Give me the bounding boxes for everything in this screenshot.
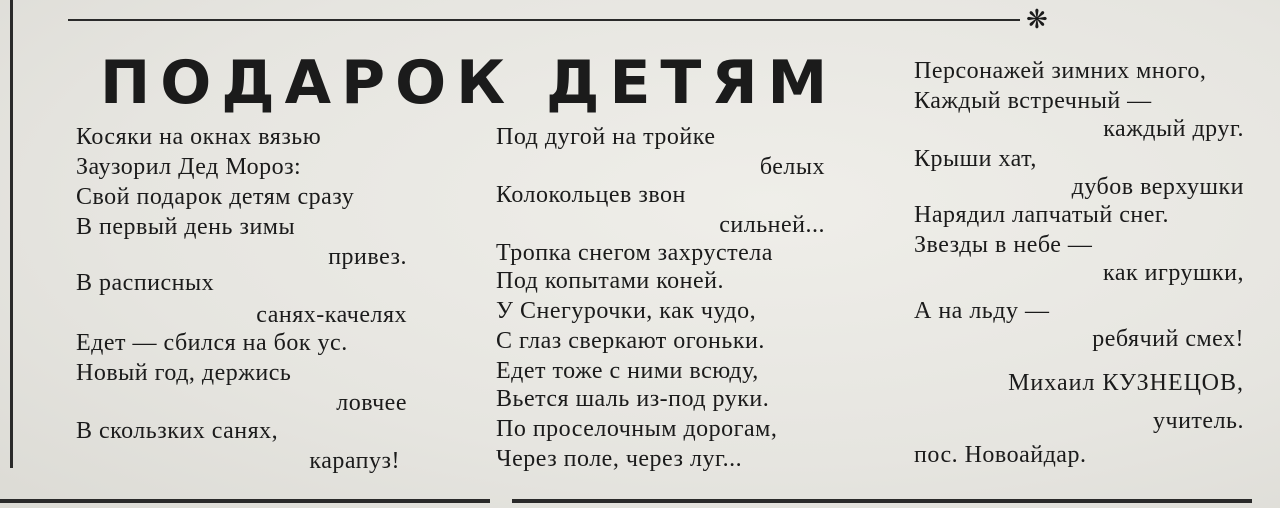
poem-line: белых xyxy=(759,154,825,180)
asterisk-flower-icon: ❋ xyxy=(1026,5,1048,34)
poem-line: В скользких санях, xyxy=(76,418,279,444)
poem-line: Вьется шаль из-под руки. xyxy=(496,386,770,412)
poem-line: А на льду — xyxy=(914,298,1050,324)
poem-line: Каждый встречный — xyxy=(914,88,1152,114)
poem-line: дубов верхушки xyxy=(1071,174,1244,200)
poem-line: Колокольцев звон xyxy=(496,182,686,208)
poem-line: Едет тоже с ними всюду, xyxy=(496,358,759,384)
poem-line: каждый друг. xyxy=(1103,116,1244,142)
poem-line: Новый год, держись xyxy=(76,360,292,386)
bottom-rule-right xyxy=(512,499,1252,503)
poem-title: ПОДАРОК ДЕТЯМ xyxy=(100,48,838,118)
poem-line: санях-качелях xyxy=(256,302,407,328)
poem-line: У Снегурочки, как чудо, xyxy=(496,298,757,324)
author-occupation: учитель. xyxy=(1153,408,1244,434)
author-place: пос. Новоайдар. xyxy=(914,442,1087,468)
poem-line: Под копытами коней. xyxy=(496,268,725,294)
poem-line: Через поле, через луг... xyxy=(496,446,743,472)
poem-line: Звезды в небе — xyxy=(914,232,1093,258)
poem-line: Под дугой на тройке xyxy=(496,124,716,150)
top-rule xyxy=(68,19,1020,21)
poem-line: привез. xyxy=(328,244,407,270)
poem-line: ловчее xyxy=(336,390,407,416)
poem-line: В первый день зимы xyxy=(76,214,296,240)
poem-line: В расписных xyxy=(76,270,215,296)
poem-line: Нарядил лапчатый снег. xyxy=(914,202,1170,228)
bottom-rule-left xyxy=(0,499,490,503)
poem-line: Заузорил Дед Мороз: xyxy=(76,154,302,180)
poem-line: Крыши хат, xyxy=(914,146,1037,172)
poem-line: По проселочным дорогам, xyxy=(496,416,778,442)
poem-line: С глаз сверкают огоньки. xyxy=(496,328,765,354)
left-column-rule xyxy=(10,0,13,468)
author-name: Михаил КУЗНЕЦОВ, xyxy=(1008,370,1244,396)
poem-line: как игрушки, xyxy=(1103,260,1244,286)
poem-line: Косяки на окнах вязью xyxy=(76,124,322,150)
poem-line: ребячий смех! xyxy=(1092,326,1244,352)
poem-line: сильней... xyxy=(719,212,825,238)
poem-line: Тропка снегом захрустела xyxy=(496,240,773,266)
poem-line: Свой подарок детям сразу xyxy=(76,184,355,210)
poem-line: Едет — сбился на бок ус. xyxy=(76,330,348,356)
poem-line: карапуз! xyxy=(309,448,400,474)
poem-line: Персонажей зимних много, xyxy=(914,58,1207,84)
